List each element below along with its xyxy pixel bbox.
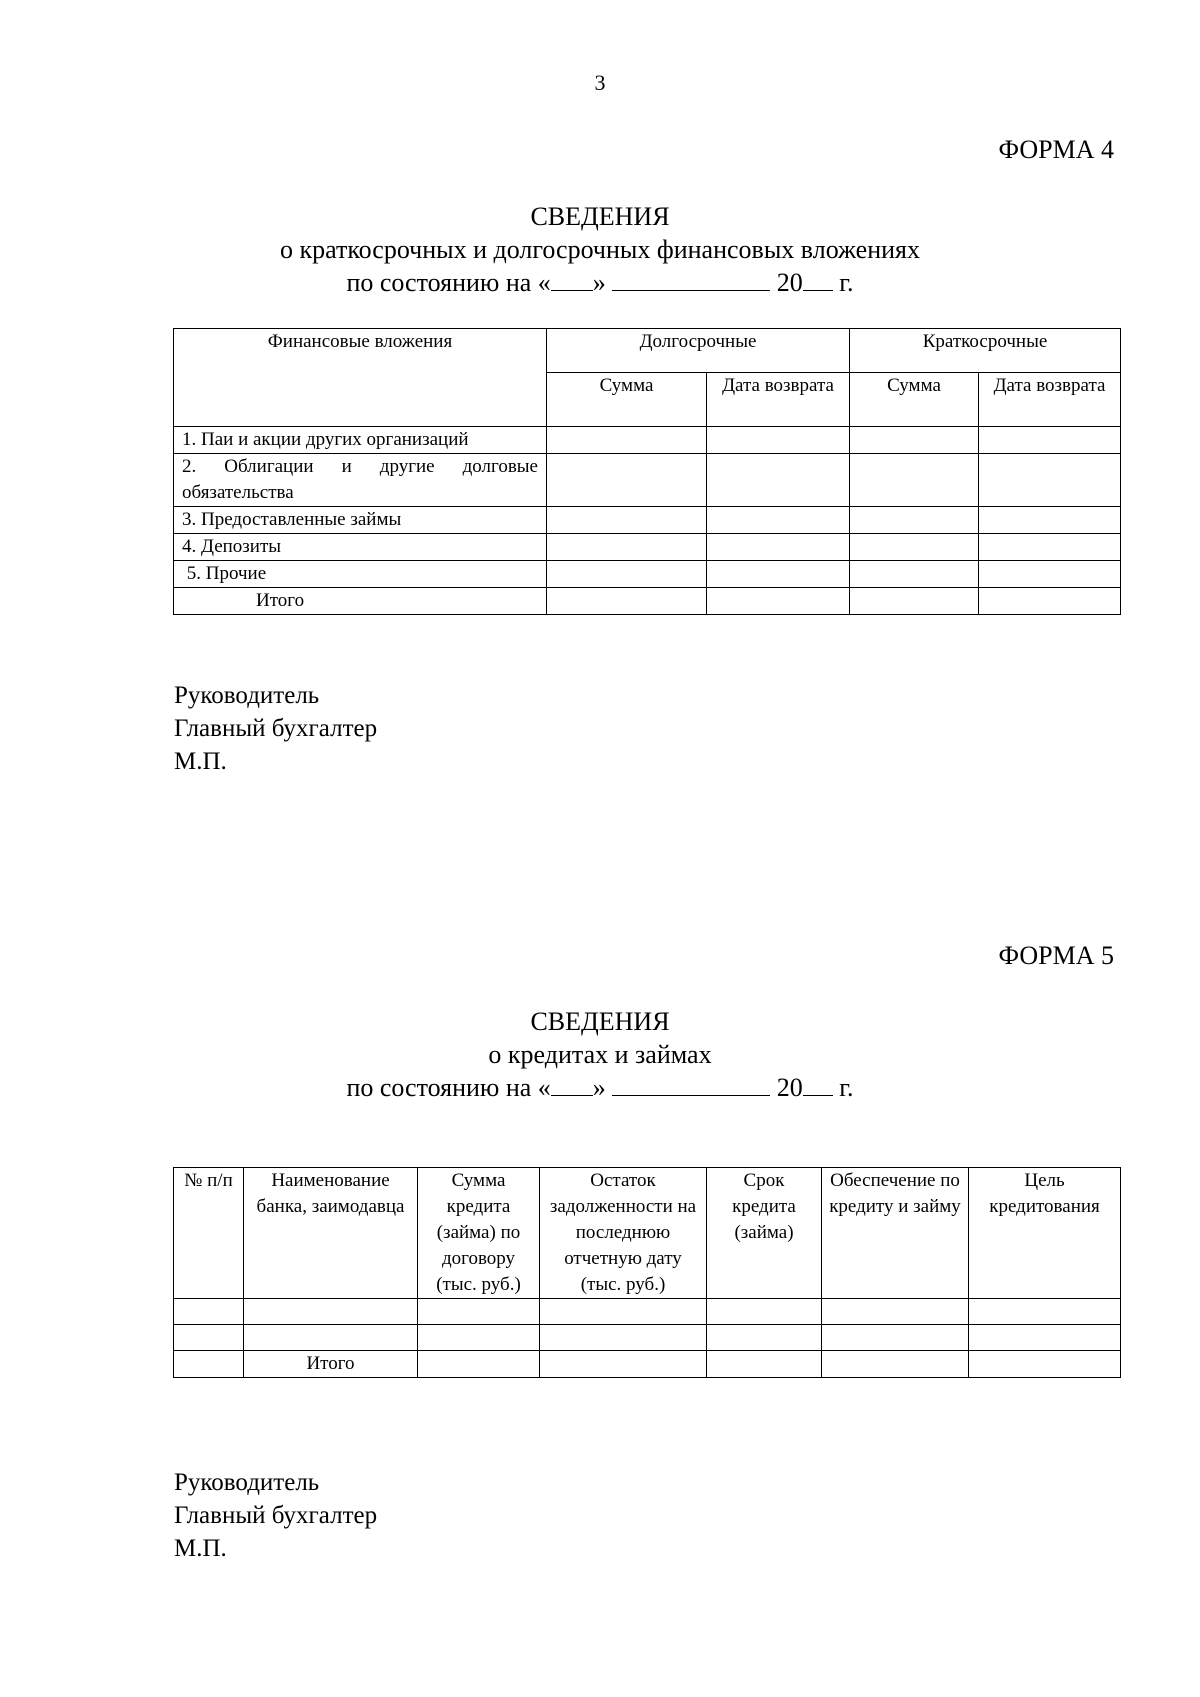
cell bbox=[979, 534, 1121, 561]
cell bbox=[707, 454, 850, 507]
date-year: 20 bbox=[776, 268, 803, 297]
form4-label: ФОРМА 4 bbox=[998, 135, 1114, 164]
cell bbox=[244, 1299, 418, 1325]
cell bbox=[244, 1325, 418, 1351]
cell bbox=[850, 427, 979, 454]
form5-subtitle: о кредитах и займах bbox=[488, 1040, 712, 1069]
cell bbox=[174, 1325, 244, 1351]
cell bbox=[850, 561, 979, 588]
financial-investments-table bbox=[173, 328, 1121, 615]
form4-title: СВЕДЕНИЯ bbox=[530, 202, 670, 231]
cell bbox=[707, 427, 850, 454]
signature-stamp: М.П. bbox=[174, 1535, 227, 1562]
total-label: Итого bbox=[174, 588, 547, 615]
row-label: 3. Предоставленные займы bbox=[174, 507, 547, 534]
form5-title: СВЕДЕНИЯ bbox=[530, 1007, 670, 1036]
table-row bbox=[174, 1299, 1121, 1325]
cell bbox=[540, 1325, 707, 1351]
cell bbox=[979, 507, 1121, 534]
cell bbox=[850, 588, 979, 615]
header-short-return-date: Дата возврата bbox=[979, 373, 1121, 427]
day-blank bbox=[551, 1073, 593, 1096]
header-long-term: Долгосрочные bbox=[547, 329, 850, 373]
header-credit-purpose: Цель кредитования bbox=[969, 1168, 1121, 1299]
signature-stamp: М.П. bbox=[174, 748, 227, 775]
cell bbox=[969, 1351, 1121, 1378]
header-credit-amount: Сумма кредита (займа) по договору (тыс. руб.) bbox=[418, 1168, 540, 1299]
row-label: 2. Облигации и другие долговые обязательства bbox=[174, 454, 547, 507]
header-long-return-date: Дата возврата bbox=[707, 373, 850, 427]
cell bbox=[707, 561, 850, 588]
date-suffix: г. bbox=[839, 1073, 854, 1102]
cell bbox=[822, 1351, 969, 1378]
cell bbox=[850, 534, 979, 561]
cell bbox=[547, 534, 707, 561]
form4-signatures bbox=[174, 679, 377, 778]
cell bbox=[707, 588, 850, 615]
signature-accountant: Главный бухгалтер bbox=[174, 715, 378, 742]
cell bbox=[174, 1299, 244, 1325]
cell bbox=[850, 507, 979, 534]
table-row bbox=[174, 534, 1121, 561]
form4-date-line bbox=[0, 266, 1200, 299]
month-blank bbox=[612, 268, 770, 291]
row-label: 1. Паи и акции других организаций bbox=[174, 427, 547, 454]
date-suffix: г. bbox=[839, 268, 854, 297]
cell bbox=[707, 507, 850, 534]
header-debt-balance: Остаток задолженности на последнюю отчетную дату (тыс. руб.) bbox=[540, 1168, 707, 1299]
header-long-sum: Сумма bbox=[547, 373, 707, 427]
cell bbox=[540, 1299, 707, 1325]
date-prefix: по состоянию на « bbox=[346, 268, 551, 297]
header-collateral: Обеспечение по кредиту и займу bbox=[822, 1168, 969, 1299]
cell bbox=[418, 1299, 540, 1325]
cell bbox=[979, 454, 1121, 507]
table-row bbox=[174, 507, 1121, 534]
form5-label: ФОРМА 5 bbox=[998, 941, 1114, 970]
header-short-sum: Сумма bbox=[850, 373, 979, 427]
row-label: 4. Депозиты bbox=[174, 534, 547, 561]
cell bbox=[969, 1299, 1121, 1325]
total-label: Итого bbox=[244, 1351, 418, 1378]
cell bbox=[540, 1351, 707, 1378]
day-blank bbox=[551, 268, 593, 291]
cell bbox=[707, 1351, 822, 1378]
form5-date-line bbox=[0, 1071, 1200, 1104]
date-mid: » bbox=[592, 1073, 606, 1102]
cell bbox=[822, 1299, 969, 1325]
table-row bbox=[174, 427, 1121, 454]
cell bbox=[979, 427, 1121, 454]
form5-title-block bbox=[0, 1005, 1200, 1104]
header-short-term: Краткосрочные bbox=[850, 329, 1121, 373]
page-number: 3 bbox=[594, 70, 606, 95]
header-number: № п/п bbox=[174, 1168, 244, 1299]
form4-title-block bbox=[0, 200, 1200, 299]
cell bbox=[418, 1325, 540, 1351]
signature-head: Руководитель bbox=[174, 1469, 320, 1496]
signature-head: Руководитель bbox=[174, 682, 320, 709]
header-bank-name: Наименование банка, заимодавца bbox=[244, 1168, 418, 1299]
cell bbox=[707, 1299, 822, 1325]
year-blank bbox=[803, 268, 833, 291]
cell bbox=[547, 454, 707, 507]
cell bbox=[979, 561, 1121, 588]
row-label: 5. Прочие bbox=[174, 561, 547, 588]
cell bbox=[547, 588, 707, 615]
cell bbox=[707, 534, 850, 561]
cell bbox=[547, 507, 707, 534]
date-mid: » bbox=[592, 268, 606, 297]
date-prefix: по состоянию на « bbox=[346, 1073, 551, 1102]
credits-loans-table bbox=[173, 1167, 1121, 1378]
table-row bbox=[174, 561, 1121, 588]
cell bbox=[822, 1325, 969, 1351]
cell bbox=[174, 1351, 244, 1378]
table-row bbox=[174, 454, 1121, 507]
table-row bbox=[174, 1325, 1121, 1351]
header-credit-term: Срок кредита (займа) bbox=[707, 1168, 822, 1299]
total-row bbox=[174, 588, 1121, 615]
cell bbox=[418, 1351, 540, 1378]
signature-accountant: Главный бухгалтер bbox=[174, 1502, 378, 1529]
year-blank bbox=[803, 1073, 833, 1096]
header-investments: Финансовые вложения bbox=[174, 329, 547, 427]
cell bbox=[547, 427, 707, 454]
cell bbox=[969, 1325, 1121, 1351]
month-blank bbox=[612, 1073, 770, 1096]
cell bbox=[850, 454, 979, 507]
form4-subtitle: о краткосрочных и долгосрочных финансовых вложениях bbox=[279, 235, 921, 264]
form5-signatures bbox=[174, 1466, 377, 1565]
cell bbox=[979, 588, 1121, 615]
total-row bbox=[174, 1351, 1121, 1378]
cell bbox=[707, 1325, 822, 1351]
date-year: 20 bbox=[776, 1073, 803, 1102]
cell bbox=[547, 561, 707, 588]
